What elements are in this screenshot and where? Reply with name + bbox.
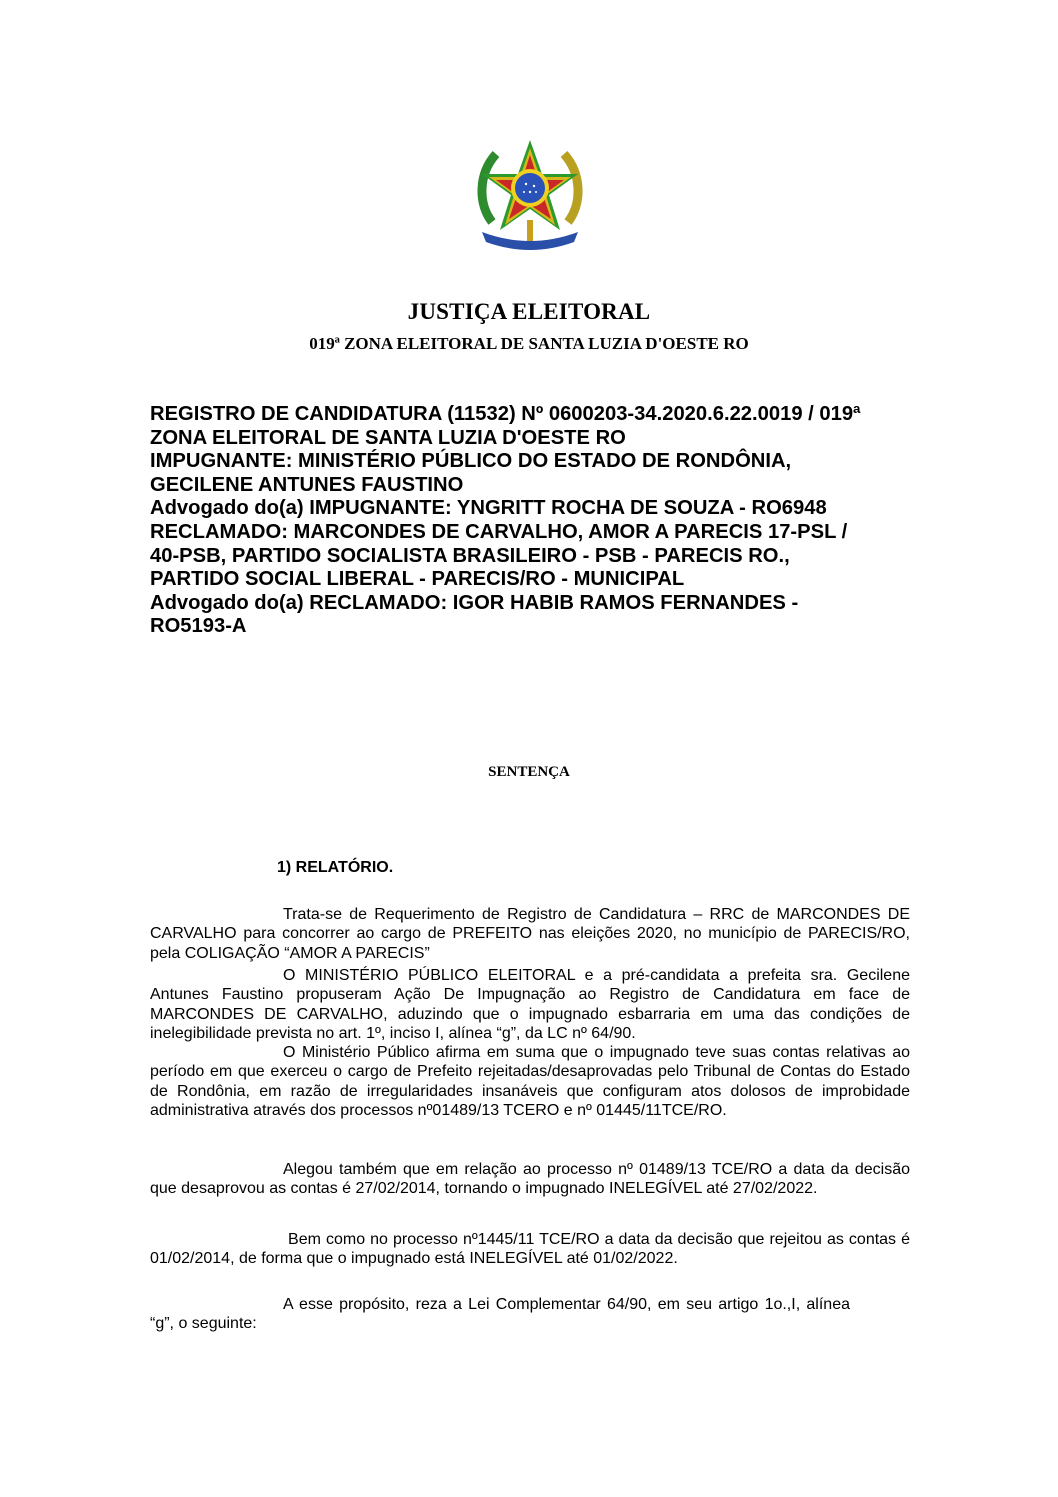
court-title: JUSTIÇA ELEITORAL bbox=[407, 299, 651, 324]
case-header-block bbox=[150, 403, 910, 639]
case-line: GECILENE ANTUNES FAUSTINO bbox=[150, 473, 464, 496]
sentence-title: SENTENÇA bbox=[488, 764, 570, 780]
brazil-coat-of-arms-icon bbox=[474, 134, 586, 250]
court-zone-subtitle: 019ª ZONA ELEITORAL DE SANTA LUZIA D'OESTE RO bbox=[309, 334, 749, 353]
case-line: IMPUGNANTE: MINISTÉRIO PÚBLICO DO ESTADO DE RONDÔNIA, bbox=[150, 450, 792, 473]
case-line: Advogado do(a) IMPUGNANTE: YNGRITT ROCHA DE SOUZA - RO6948 bbox=[150, 497, 827, 520]
paragraph bbox=[150, 1230, 910, 1269]
case-line: RO5193-A bbox=[150, 615, 247, 638]
paragraph bbox=[150, 966, 910, 1044]
section-heading: 1) RELATÓRIO. bbox=[277, 859, 394, 876]
case-line: 40-PSB, PARTIDO SOCIALISTA BRASILEIRO - PSB - PARECIS RO., bbox=[150, 544, 790, 567]
case-line: ZONA ELEITORAL DE SANTA LUZIA D'OESTE RO bbox=[150, 426, 626, 449]
paragraph-text: A esse propósito, reza a Lei Complementar 64/90, em seu artigo 1o.,I, alínea “g”, o seguinte: bbox=[150, 1296, 850, 1333]
paragraph-text: Bem como no processo nº1445/11 TCE/RO a data da decisão que rejeitou as contas é 01/02/2014, de forma que o impugnado está INELEGÍVEL até 01/02/2022. bbox=[150, 1231, 910, 1268]
case-line: PARTIDO SOCIAL LIBERAL - PARECIS/RO - MUNICIPAL bbox=[150, 568, 685, 591]
paragraph bbox=[150, 1043, 910, 1121]
paragraph-text: O Ministério Público afirma em suma que o impugnado teve suas contas relativas ao período em que exerceu o cargo de Prefeito rejeitadas/desaprovadas pelo Tribunal de Contas do Estado de Rondônia, em razão de irregularidades insanáveis que configuram atos dolosos de improbidade administrativa através dos processos nº01489/13 TCERO e nº 01445/11TCE/RO. bbox=[150, 1044, 910, 1120]
paragraph-text: O MINISTÉRIO PÚBLICO ELEITORAL e a pré-candidata a prefeita sra. Gecilene Antunes Faustino propuseram Ação De Impugnação ao Registro de Candidatura em face de MARCONDES DE CARVALHO, aduzindo que o impugnado esbarraria em uma das condições de inelegibilidade prevista no art. 1º, inciso I, alínea “g”, da LC nº 64/90. bbox=[150, 967, 910, 1043]
paragraph-text: Trata-se de Requerimento de Registro de Candidatura – RRC de MARCONDES DE CARVALHO para concorrer ao cargo de PREFEITO nas eleições 2020, no município de PARECIS/RO, pela COLIGAÇÃO “AMOR A PARECIS” bbox=[150, 906, 910, 962]
paragraph bbox=[150, 905, 910, 963]
case-line: REGISTRO DE CANDIDATURA (11532) Nº 0600203-34.2020.6.22.0019 / 019ª bbox=[150, 403, 861, 425]
paragraph bbox=[150, 1160, 910, 1199]
paragraph-text: Alegou também que em relação ao processo nº 01489/13 TCE/RO a data da decisão que desaprovou as contas é 27/02/2014, tornando o impugnado INELEGÍVEL até 27/02/2022. bbox=[150, 1161, 910, 1198]
paragraph bbox=[150, 1295, 850, 1334]
case-line: RECLAMADO: MARCONDES DE CARVALHO, AMOR A PARECIS 17-PSL / bbox=[150, 520, 848, 543]
case-line: Advogado do(a) RECLAMADO: IGOR HABIB RAMOS FERNANDES - bbox=[150, 591, 799, 614]
